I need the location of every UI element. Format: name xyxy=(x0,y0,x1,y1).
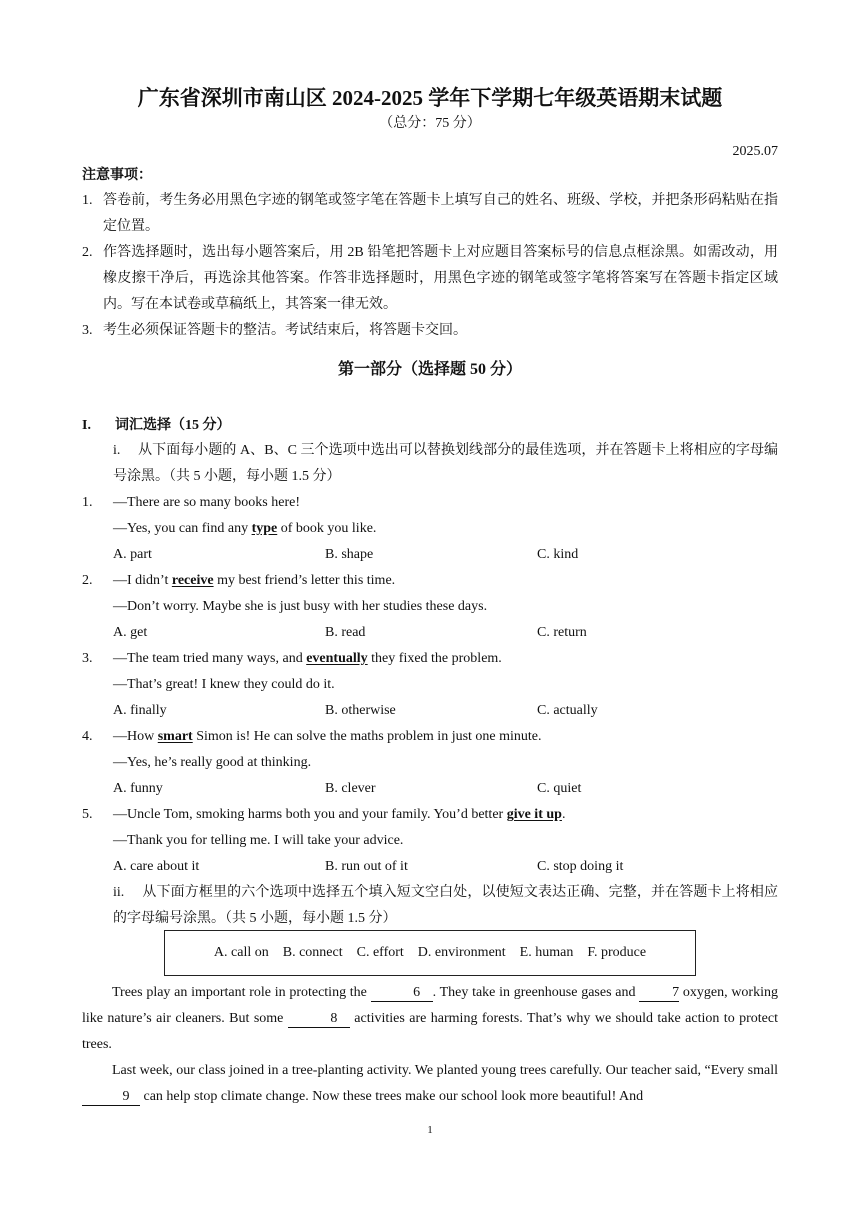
blank-6: 6 xyxy=(371,985,433,1002)
instruction-label: i. xyxy=(113,443,121,458)
question-1 xyxy=(82,490,782,568)
notes-heading: 注意事项： xyxy=(82,168,152,183)
underlined-word: receive xyxy=(171,573,214,588)
question-number: 1. xyxy=(82,495,93,510)
passage-paragraph: Last week, our class joined in a tree-planting activity. We planted young trees carefully. Our teacher said, “Every small 9 can help stop climate change. Now these trees make our school look more beautiful! And xyxy=(82,1058,778,1110)
dialogue-line: —Don’t worry. Maybe she is just busy with her studies these days. xyxy=(113,599,488,614)
section-title: 词汇选择（15 分） xyxy=(115,418,231,433)
total-score: （总分：75 分） xyxy=(379,116,481,131)
instruction-ii xyxy=(113,880,778,932)
option-b: B. read xyxy=(325,625,366,640)
exam-title: 广东省深圳市南山区 2024-2025 学年下学期七年级英语期末试题 xyxy=(137,86,723,110)
note-number: 1. xyxy=(82,193,93,208)
underlined-word: eventually xyxy=(306,651,368,666)
option-b: B. run out of it xyxy=(325,859,408,874)
word-option: E. human xyxy=(519,945,574,960)
note-text: 答卷前，考生务必用黑色字迹的钢笔或签字笔在答题卡上填写自己的姓名、班级、学校，并把条形码粘贴在指定位置。 xyxy=(103,193,778,234)
word-option: C. effort xyxy=(356,945,404,960)
underlined-word: type xyxy=(251,521,278,536)
option-c: C. return xyxy=(537,625,587,640)
option-a: A. care about it xyxy=(113,859,200,874)
note-text: 考生必须保证答题卡的整洁。考试结束后，将答题卡交回。 xyxy=(103,323,467,338)
question-number: 5. xyxy=(82,807,93,822)
blank-9: 9 xyxy=(82,1089,140,1106)
instruction-text: 从下面方框里的六个选项中选择五个填入短文空白处，以使短文表达正确、完整，并在答题卡上将相应的字母编号涂黑。（共 5 小题，每小题 1.5 分） xyxy=(113,885,779,926)
dialogue-line: —There are so many books here! xyxy=(113,495,300,510)
underlined-word: smart xyxy=(157,729,193,744)
option-b: B. clever xyxy=(325,781,376,796)
note-text: 作答选择题时，选出每小题答案后，用 2B 铅笔把答题卡上对应题目答案标号的信息点框涂黑。如需改动，用橡皮擦干净后，再选涂其他答案。作答非选择题时，用黑色字迹的钢笔或签字笔将答案写在答题卡指定区域内。写在本试卷或草稿纸上，其答案一律无效。 xyxy=(103,245,778,312)
exam-date: 2025.07 xyxy=(732,144,778,159)
option-c: C. stop doing it xyxy=(537,859,624,874)
word-box xyxy=(164,930,696,976)
page-number: 1 xyxy=(427,1124,433,1136)
option-c: C. quiet xyxy=(537,781,582,796)
dialogue-line: —Yes, he’s really good at thinking. xyxy=(113,755,312,770)
question-4 xyxy=(82,724,782,802)
option-b: B. otherwise xyxy=(325,703,396,718)
blank-8: 8 xyxy=(288,1011,350,1028)
option-a: A. get xyxy=(113,625,148,640)
part-title: 第一部分（选择题 50 分） xyxy=(337,361,522,378)
question-number: 2. xyxy=(82,573,93,588)
option-c: C. kind xyxy=(537,547,579,562)
dialogue-line: —That’s great! I knew they could do it. xyxy=(113,677,335,692)
option-a: A. part xyxy=(113,547,152,562)
section-number: I. xyxy=(82,418,91,433)
note-number: 2. xyxy=(82,245,93,260)
question-3 xyxy=(82,646,782,724)
passage-paragraph: Trees play an important role in protecting the 6 . They take in greenhouse gases and 7 oxygen, working like nature’s air cleaners. But some 8 activities are harming forests. That’s why we should take action to protect trees. xyxy=(82,985,778,1052)
question-2 xyxy=(82,568,782,646)
underlined-word: give it up xyxy=(506,807,562,822)
dialogue-line: —Yes, you can find any type of book you like. xyxy=(113,521,377,536)
question-5 xyxy=(82,802,782,880)
option-b: B. shape xyxy=(325,547,374,562)
word-option: F. produce xyxy=(587,945,647,960)
note-number: 3. xyxy=(82,323,93,338)
word-option: A. call on xyxy=(213,945,269,960)
question-number: 4. xyxy=(82,729,93,744)
dialogue-line: —Uncle Tom, smoking harms both you and your family. You’d better give it up. xyxy=(113,807,566,822)
blank-7: 7 xyxy=(639,985,679,1002)
option-a: A. finally xyxy=(113,703,167,718)
dialogue-line: —How smart Simon is! He can solve the maths problem in just one minute. xyxy=(113,729,542,744)
question-number: 3. xyxy=(82,651,93,666)
instruction-label: ii. xyxy=(113,885,125,900)
note-item xyxy=(82,188,778,240)
dialogue-line: —The team tried many ways, and eventually they fixed the problem. xyxy=(113,651,502,666)
instruction-text: 从下面每小题的 A、B、C 三个选项中选出可以替换划线部分的最佳选项，并在答题卡上将相应的字母编号涂黑。（共 5 小题，每小题 1.5 分） xyxy=(113,443,778,484)
instruction-i xyxy=(113,438,778,490)
note-item xyxy=(82,318,778,344)
note-item xyxy=(82,240,778,318)
option-a: A. funny xyxy=(113,781,163,796)
option-c: C. actually xyxy=(537,703,598,718)
dialogue-line: —I didn’t receive my best friend’s letter this time. xyxy=(113,573,396,588)
word-option: D. environment xyxy=(417,945,506,960)
dialogue-line: —Thank you for telling me. I will take your advice. xyxy=(113,833,404,848)
word-option: B. connect xyxy=(282,945,343,960)
